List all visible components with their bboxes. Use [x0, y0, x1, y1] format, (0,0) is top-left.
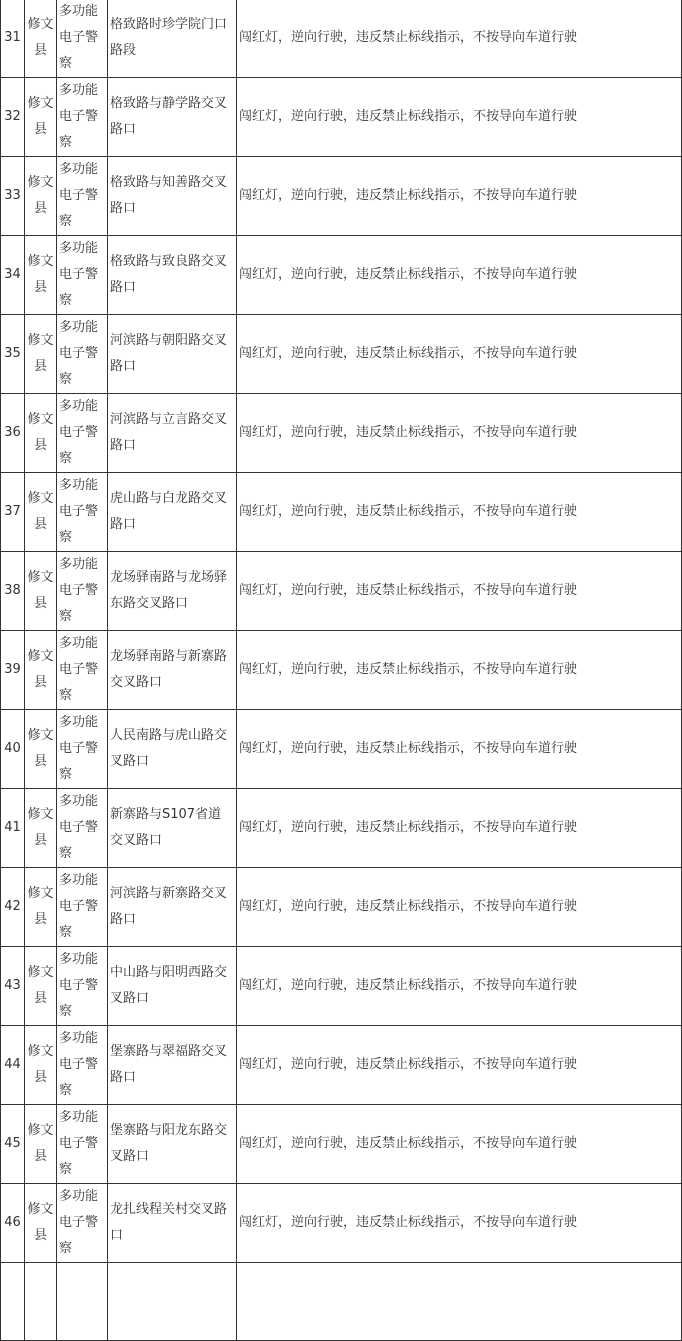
location-cell: 堡寨路与翠福路交叉路口	[108, 1026, 237, 1105]
county-cell: 修文县	[25, 1105, 57, 1184]
violation-cell: 闯红灯，逆向行驶，违反禁止标线指示，不按导向车道行驶	[237, 236, 682, 315]
row-number: 38	[1, 552, 25, 631]
violation-cell: 闯红灯，逆向行驶，违反禁止标线指示，不按导向车道行驶	[237, 1105, 682, 1184]
violation-cell: 闯红灯，逆向行驶，违反禁止标线指示，不按导向车道行驶	[237, 78, 682, 157]
county-cell: 修文县	[25, 631, 57, 710]
table-row	[1, 1184, 682, 1263]
violation-cell: 闯红灯，逆向行驶，违反禁止标线指示，不按导向车道行驶	[237, 710, 682, 789]
violation-cell: 闯红灯，逆向行驶，违反禁止标线指示，不按导向车道行驶	[237, 157, 682, 236]
location-cell: 龙扎线程关村交叉路口	[108, 1184, 237, 1263]
device-type-cell: 多功能电子警察	[57, 394, 108, 473]
row-number: 34	[1, 236, 25, 315]
county-cell: 修文县	[25, 947, 57, 1026]
device-type-cell: 多功能电子警察	[57, 552, 108, 631]
location-cell: 格致路与静学路交叉路口	[108, 78, 237, 157]
row-number: 42	[1, 868, 25, 947]
county-cell: 修文县	[25, 789, 57, 868]
location-cell: 新寨路与S107省道交叉路口	[108, 789, 237, 868]
location-cell: 龙场驿南路与龙场驿东路交叉路口	[108, 552, 237, 631]
device-type-cell: 多功能电子警察	[57, 868, 108, 947]
table-row	[1, 631, 682, 710]
device-type-cell: 多功能电子警察	[57, 1105, 108, 1184]
row-number: 39	[1, 631, 25, 710]
row-number: 46	[1, 1184, 25, 1263]
violation-cell: 闯红灯，逆向行驶，违反禁止标线指示，不按导向车道行驶	[237, 1184, 682, 1263]
table-row	[1, 78, 682, 157]
row-number: 44	[1, 1026, 25, 1105]
row-number: 40	[1, 710, 25, 789]
location-cell: 中山路与阳明西路交叉路口	[108, 947, 237, 1026]
table-row	[1, 157, 682, 236]
table-row-tail	[1, 1263, 682, 1341]
row-number: 37	[1, 473, 25, 552]
device-type-cell: 多功能电子警察	[57, 157, 108, 236]
county-cell: 修文县	[25, 473, 57, 552]
location-cell: 虎山路与白龙路交叉路口	[108, 473, 237, 552]
table-row	[1, 1026, 682, 1105]
table-row	[1, 0, 682, 78]
row-number: 32	[1, 78, 25, 157]
device-type-cell: 多功能电子警察	[57, 947, 108, 1026]
violation-cell: 闯红灯，逆向行驶，违反禁止标线指示，不按导向车道行驶	[237, 0, 682, 78]
device-type-cell: 多功能电子警察	[57, 78, 108, 157]
device-type-cell: 多功能电子警察	[57, 789, 108, 868]
device-type-cell: 多功能电子警察	[57, 236, 108, 315]
device-type-cell: 多功能电子警察	[57, 473, 108, 552]
table-row	[1, 394, 682, 473]
location-cell: 龙场驿南路与新寨路交叉路口	[108, 631, 237, 710]
table-row	[1, 552, 682, 631]
device-type-cell: 多功能电子警察	[57, 1184, 108, 1263]
table-row	[1, 789, 682, 868]
county-cell: 修文县	[25, 157, 57, 236]
table-row	[1, 868, 682, 947]
location-cell: 格致路与知善路交叉路口	[108, 157, 237, 236]
county-cell: 修文县	[25, 236, 57, 315]
location-cell: 格致路时珍学院门口路段	[108, 0, 237, 78]
device-type-cell: 多功能电子警察	[57, 315, 108, 394]
table-row	[1, 710, 682, 789]
device-type-cell: 多功能电子警察	[57, 1026, 108, 1105]
table-row	[1, 1105, 682, 1184]
device-type-cell: 多功能电子警察	[57, 710, 108, 789]
device-type-cell: 多功能电子警察	[57, 0, 108, 78]
violation-cell: 闯红灯，逆向行驶，违反禁止标线指示，不按导向车道行驶	[237, 473, 682, 552]
county-cell: 修文县	[25, 868, 57, 947]
county-cell: 修文县	[25, 710, 57, 789]
violation-cell: 闯红灯，逆向行驶，违反禁止标线指示，不按导向车道行驶	[237, 947, 682, 1026]
row-number: 33	[1, 157, 25, 236]
row-number: 31	[1, 0, 25, 78]
violation-cell: 闯红灯，逆向行驶，违反禁止标线指示，不按导向车道行驶	[237, 868, 682, 947]
county-cell: 修文县	[25, 0, 57, 78]
table-body	[1, 0, 682, 1341]
violation-cell: 闯红灯，逆向行驶，违反禁止标线指示，不按导向车道行驶	[237, 394, 682, 473]
county-cell: 修文县	[25, 1026, 57, 1105]
table-row	[1, 236, 682, 315]
row-number: 35	[1, 315, 25, 394]
table-row	[1, 473, 682, 552]
location-cell: 堡寨路与阳龙东路交叉路口	[108, 1105, 237, 1184]
device-type-cell: 多功能电子警察	[57, 631, 108, 710]
row-number: 43	[1, 947, 25, 1026]
violation-cell: 闯红灯，逆向行驶，违反禁止标线指示，不按导向车道行驶	[237, 552, 682, 631]
county-cell: 修文县	[25, 552, 57, 631]
violation-cell: 闯红灯，逆向行驶，违反禁止标线指示，不按导向车道行驶	[237, 315, 682, 394]
violation-cell: 闯红灯，逆向行驶，违反禁止标线指示，不按导向车道行驶	[237, 631, 682, 710]
table-row	[1, 315, 682, 394]
location-cell: 人民南路与虎山路交叉路口	[108, 710, 237, 789]
county-cell: 修文县	[25, 78, 57, 157]
county-cell: 修文县	[25, 394, 57, 473]
violation-cell: 闯红灯，逆向行驶，违反禁止标线指示，不按导向车道行驶	[237, 1026, 682, 1105]
location-cell: 河滨路与新寨路交叉路口	[108, 868, 237, 947]
location-cell: 河滨路与朝阳路交叉路口	[108, 315, 237, 394]
county-cell: 修文县	[25, 315, 57, 394]
county-cell: 修文县	[25, 1184, 57, 1263]
row-number: 36	[1, 394, 25, 473]
location-cell: 河滨路与立言路交叉路口	[108, 394, 237, 473]
row-number: 41	[1, 789, 25, 868]
location-cell: 格致路与致良路交叉路口	[108, 236, 237, 315]
violation-cell: 闯红灯，逆向行驶，违反禁止标线指示，不按导向车道行驶	[237, 789, 682, 868]
row-number: 45	[1, 1105, 25, 1184]
table-row	[1, 947, 682, 1026]
